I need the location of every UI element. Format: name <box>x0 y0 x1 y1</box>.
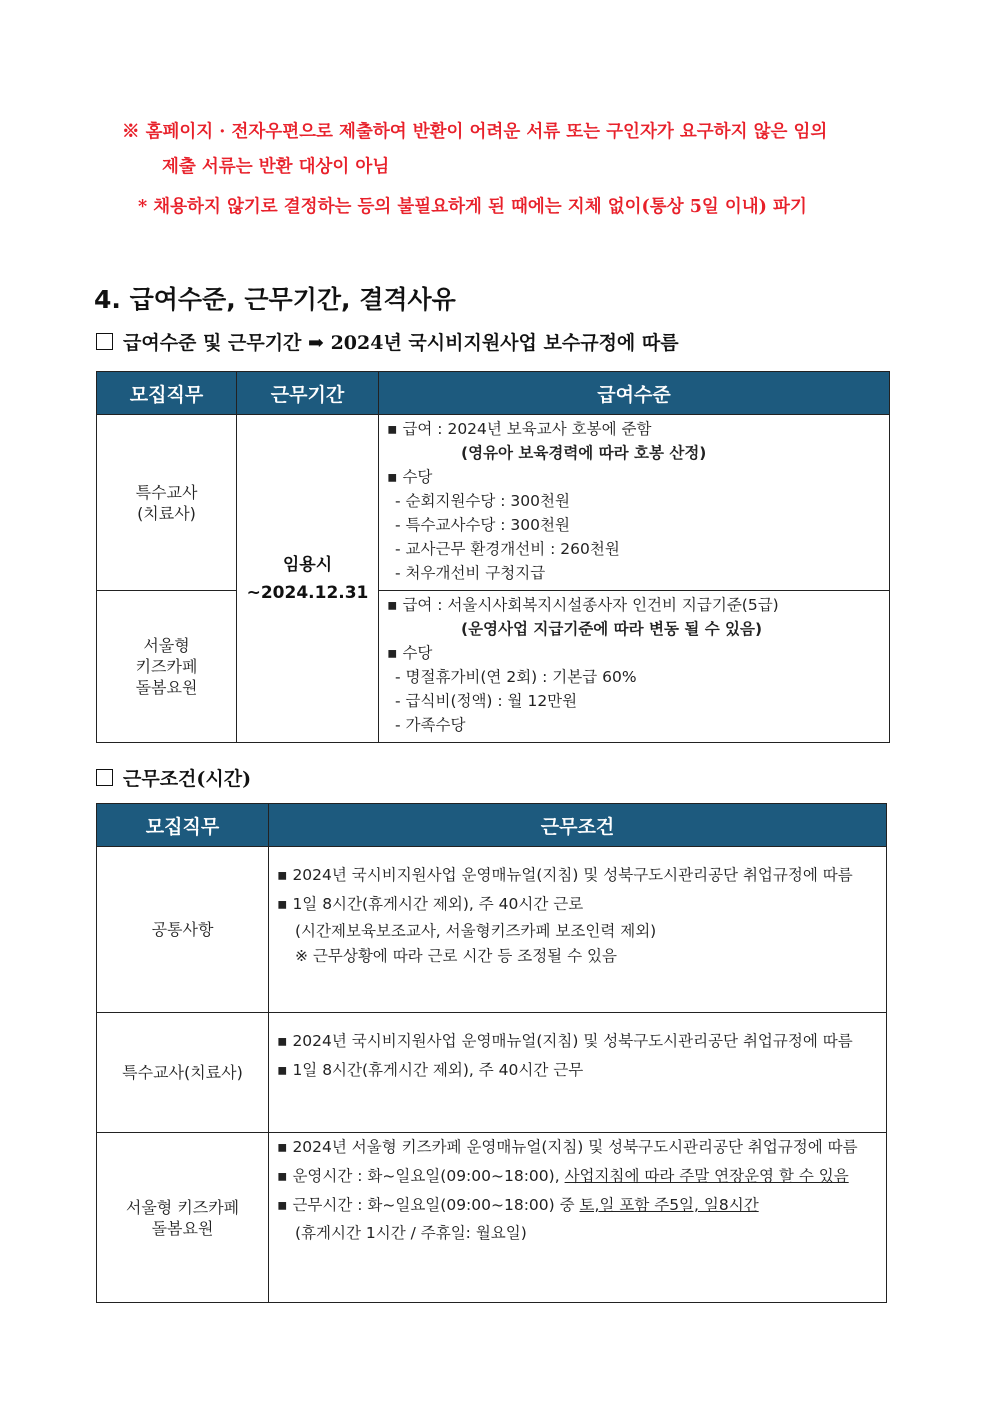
condition-item: ▪ 2024년 서울형 키즈카페 운영매뉴얼(지침) 및 성북구도시관리공단 취업규정에 따름 <box>277 1133 878 1162</box>
job-line: 키즈카페 <box>135 657 198 676</box>
allowance-item: - 순회지원수당 : 300천원 <box>395 492 570 510</box>
job-cell <box>97 1133 269 1303</box>
checkbox-square-icon <box>96 333 113 350</box>
period-line: ~2024.12.31 <box>246 582 369 603</box>
conditions-table <box>96 803 887 1303</box>
pay-cell <box>379 415 890 591</box>
job-line: 돌봄요원 <box>135 678 198 697</box>
condition-item: ▪ 2024년 국시비지원사업 운영매뉴얼(지침) 및 성북구도시관리공단 취업규정에 따름 <box>277 1027 878 1056</box>
notice-line-1: ※ 홈페이지 · 전자우편으로 제출하여 반환이 어려운 서류 또는 구인자가 요구하지 않은 임의 <box>122 122 828 142</box>
pay-cell <box>379 591 890 743</box>
condition-item: ▪ 2024년 국시비지원사업 운영매뉴얼(지침) 및 성북구도시관리공단 취업규정에 따름 <box>277 861 878 890</box>
notice-line-2: 제출 서류는 반환 대상이 아님 <box>162 157 390 177</box>
conditions-cell <box>269 1133 887 1303</box>
conditions-cell <box>269 847 887 1013</box>
condition-item: ▪ 1일 8시간(휴게시간 제외), 주 40시간 근로 <box>277 890 878 919</box>
allowance-label: ▪ 수당 <box>387 641 881 665</box>
header-job: 모집직무 <box>97 804 269 847</box>
pay-line: ▪ 급여 : 2024년 보육교사 호봉에 준함 <box>387 417 881 441</box>
allowance-item: - 가족수당 <box>395 716 466 734</box>
job-cell: 특수교사(치료사) <box>97 1013 269 1133</box>
condition-note: (휴게시간 1시간 / 주휴일: 월요일) <box>295 1224 527 1242</box>
allowance-item: - 급식비(정액) : 월 12만원 <box>395 692 578 710</box>
section-title: 4. 급여수준, 근무기간, 결격사유 <box>94 285 456 314</box>
table-row <box>97 591 890 743</box>
allowance-item: - 교사근무 환경개선비 : 260천원 <box>395 540 620 558</box>
pay-line: ▪ 급여 : 서울시사회복지시설종사자 인건비 지급기준(5급) <box>387 593 881 617</box>
job-line: 돌봄요원 <box>151 1218 214 1238</box>
condition-item <box>277 1191 878 1220</box>
table-row <box>97 415 890 591</box>
subheading-pay-text: 급여수준 및 근무기간 ➡ 2024년 국시비지원사업 보수규정에 따름 <box>123 332 679 354</box>
table-row <box>97 1133 887 1303</box>
pay-note: (영유아 보육경력에 따라 호봉 산정) <box>461 444 707 462</box>
job-line: (치료사) <box>137 503 196 523</box>
header-conditions: 근무조건 <box>269 804 887 847</box>
header-period: 근무기간 <box>237 372 379 415</box>
condition-item <box>277 1162 878 1191</box>
job-line: 서울형 <box>143 636 190 655</box>
period-cell <box>237 415 379 743</box>
condition-text: 근무시간 : 화~일요일(09:00~18:00) 중 <box>292 1196 575 1214</box>
checkbox-square-icon <box>96 769 113 786</box>
subheading-conditions <box>96 764 251 791</box>
conditions-cell <box>269 1013 887 1133</box>
subheading-conditions-text: 근무조건(시간) <box>123 768 252 790</box>
period-line: 임용시 <box>282 554 333 575</box>
allowance-item: - 처우개선비 구청지급 <box>395 564 546 582</box>
table-row <box>97 1013 887 1133</box>
job-line: 특수교사 <box>135 482 198 502</box>
header-job: 모집직무 <box>97 372 237 415</box>
allowance-label: ▪ 수당 <box>387 465 881 489</box>
condition-note: (시간제보육보조교사, 서울형키즈카페 보조인력 제외) <box>295 922 657 940</box>
notice-line-3: * 채용하지 않기로 결정하는 등의 불필요하게 된 때에는 지체 없이(통상 5일 이내) 파기 <box>138 197 807 217</box>
condition-note: ※ 근무상황에 따라 근로 시간 등 조정될 수 있음 <box>295 947 617 965</box>
header-pay: 급여수준 <box>379 372 890 415</box>
job-cell <box>97 591 237 743</box>
pay-table-header <box>97 372 890 415</box>
pay-note: (운영사업 지급기준에 따라 변동 될 수 있음) <box>461 620 763 638</box>
condition-underlined-text: 사업지침에 따라 주말 연장운영 할 수 있음 <box>564 1167 849 1185</box>
allowance-item: - 특수교사수당 : 300천원 <box>395 516 570 534</box>
conditions-table-header <box>97 804 887 847</box>
allowance-item: - 명절휴가비(연 2회) : 기본급 60% <box>395 668 637 686</box>
job-cell: 공통사항 <box>97 847 269 1013</box>
condition-item: ▪ 1일 8시간(휴게시간 제외), 주 40시간 근무 <box>277 1056 878 1085</box>
condition-text: 운영시간 : 화~일요일(09:00~18:00), <box>292 1167 560 1185</box>
condition-underlined-text: 토,일 포함 주5일, 일8시간 <box>579 1196 759 1214</box>
table-row <box>97 847 887 1013</box>
job-cell <box>97 415 237 591</box>
pay-table <box>96 371 890 743</box>
job-line: 서울형 키즈카페 <box>125 1197 240 1217</box>
subheading-pay <box>96 328 679 355</box>
